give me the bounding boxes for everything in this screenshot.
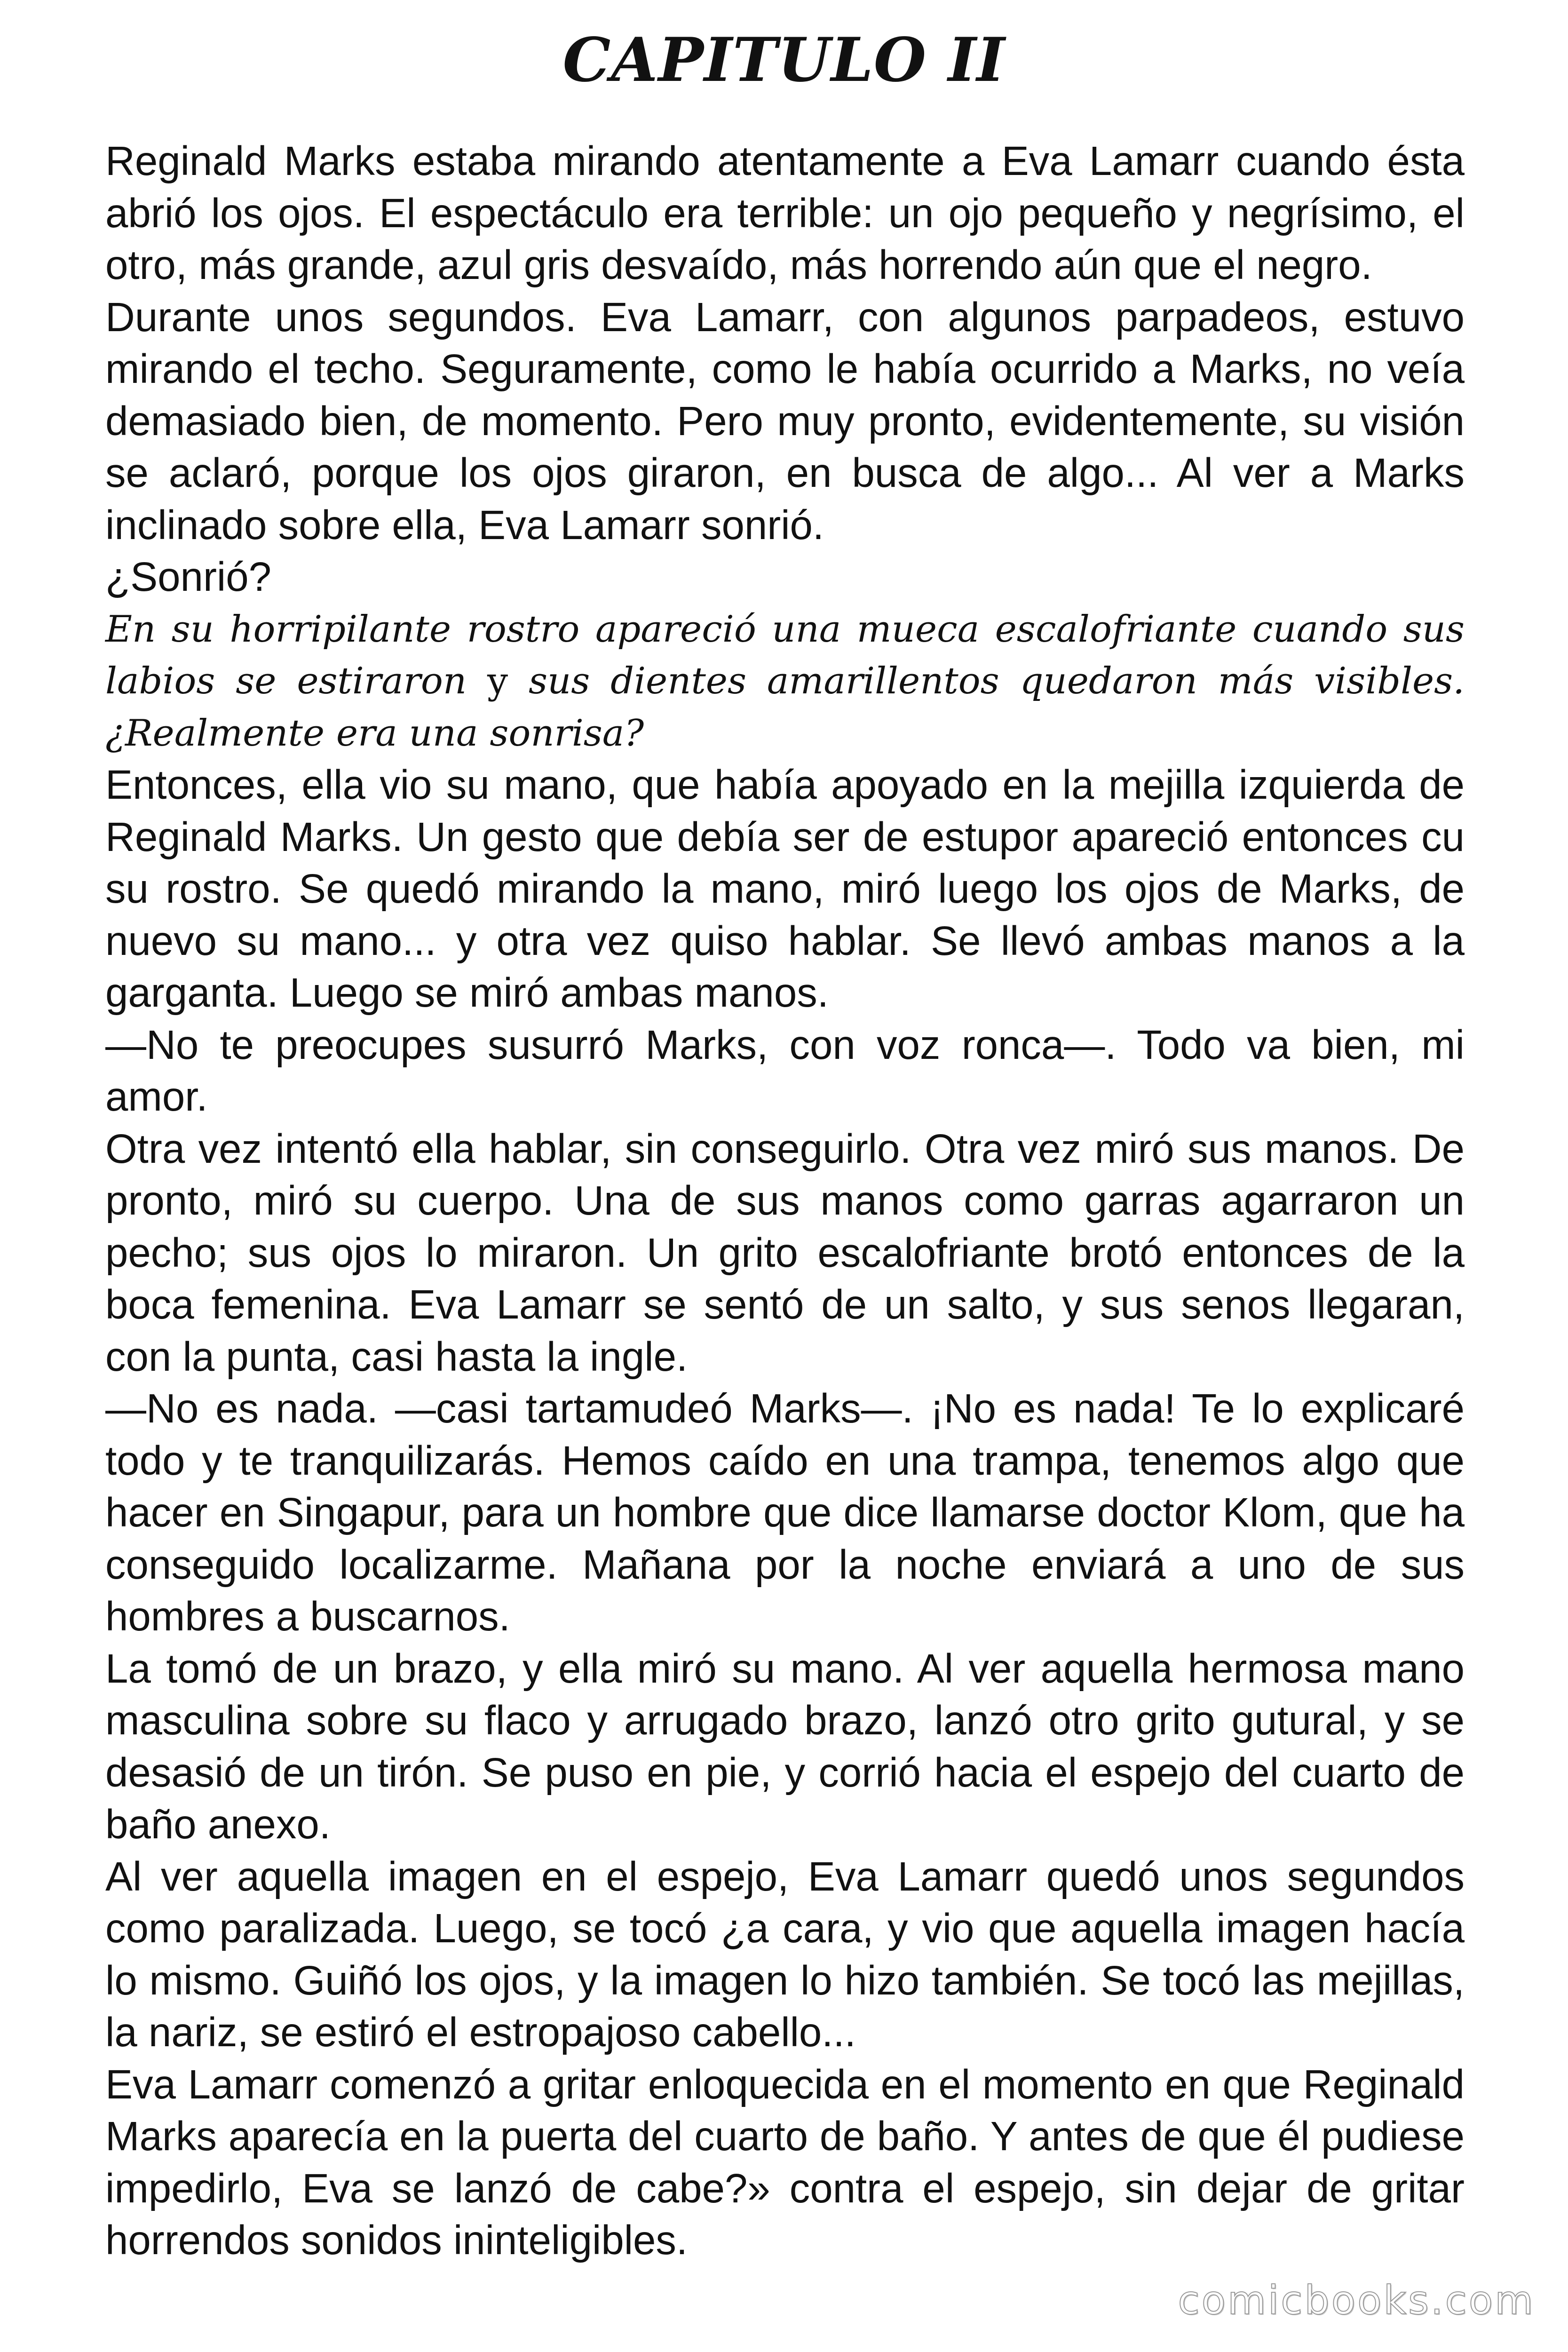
paragraph: La tomó de un brazo, y ella miró su mano. Al ver aquella hermosa mano masculina sobre su flaco y arrugado brazo, lanzó otro grito gutural, y se desasió de un tirón. Se puso en pie, y corrió hacia el espejo del cuarto de baño anexo.: [105, 1645, 1465, 1847]
paragraph: Eva Lamarr comenzó a gritar enloquecida en el momento en que Reginald Marks aparecía en la puerta del cuarto de baño. Y antes de que él pudiese impedirlo, Eva se lanzó de cabe?» contra el espejo, sin dejar de gritar horrendos sonidos ininteligibles.: [105, 2061, 1465, 2263]
chapter-title: CAPITULO II: [562, 25, 1006, 95]
paragraph: ¿Sonrió?: [105, 554, 272, 600]
paragraph: Otra vez intentó ella hablar, sin conseguirlo. Otra vez miró sus manos. De pronto, miró su cuerpo. Una de sus manos como garras agarraron un pecho; sus ojos lo miraron. Un grito escalofriante brotó entonces de la boca femenina. Eva Lamarr se sentó de un salto, y sus senos llegaran, con la punta, casi hasta la ingle.: [105, 1126, 1465, 1380]
paragraph: Durante unos segundos. Eva Lamarr, con algunos parpadeos, estuvo mirando el techo. Seguramente, como le había ocurrido a Marks, no veía demasiado bien, de momento. Pero muy pronto, evidentemente, su visión se aclaró, porque los ojos giraron, en busca de algo... Al ver a Marks inclinado sobre ella, Eva Lamarr sonrió.: [105, 294, 1465, 548]
paragraph: Reginald Marks estaba mirando atentamente a Eva Lamarr cuando ésta abrió los ojos. El espectáculo era terrible: un ojo pequeño y negrísimo, el otro, más grande, azul gris desvaído, más horrendo aún que el negro.: [105, 138, 1465, 288]
chapter-body: [105, 135, 1465, 2267]
roman-text: y: [487, 660, 508, 702]
italic-text: sus dientes amarillentos quedaron más visibles. ¿Realmente era una sonrisa?: [105, 660, 1465, 755]
paragraph: —No es nada. —casi tartamudeó Marks—. ¡No es nada! Te lo explicaré todo y te tranquilizarás. Hemos caído en una trampa, tenemos algo que hacer en Singapur, para un hombre que dice llamarse doctor Klom, que ha conseguido localizarme. Mañana por la noche enviará a uno de sus hombres a buscarnos.: [105, 1386, 1465, 1639]
watermark: comicbooks.com: [1178, 2277, 1535, 2323]
italic-paragraph: [105, 604, 1465, 760]
italic-text: En su horripilante rostro apareció una mueca escalofriante cuando sus labios se estiraron: [105, 608, 1465, 702]
paragraph: Entonces, ella vio su mano, que había apoyado en la mejilla izquierda de Reginald Marks. Un gesto que debía ser de estupor apareció entonces cu su rostro. Se quedó mirando la mano, miró luego los ojos de Marks, de nuevo su mano... y otra vez quiso hablar. Se llevó ambas manos a la garganta. Luego se miró ambas manos.: [105, 762, 1465, 1016]
paragraph: Al ver aquella imagen en el espejo, Eva Lamarr quedó unos segundos como paralizada. Luego, se tocó ¿a cara, y vio que aquella imagen hacía lo mismo. Guiñó los ojos, y la imagen lo hizo también. Se tocó las mejillas, la nariz, se estiró el estropajoso cabello...: [105, 1853, 1465, 2055]
paragraph: —No te preocupes susurró Marks, con voz ronca—. Todo va bien, mi amor.: [105, 1022, 1465, 1120]
